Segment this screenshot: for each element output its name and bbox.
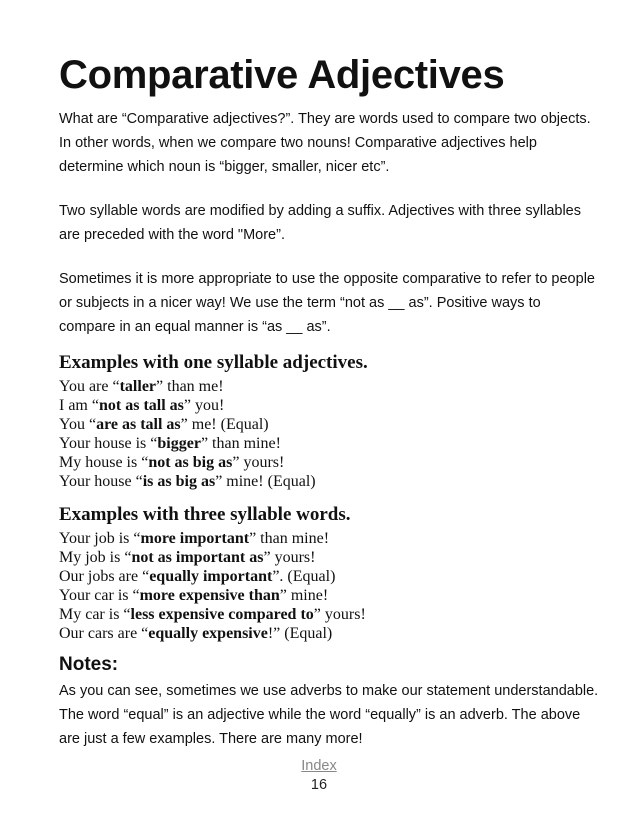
example-line xyxy=(59,415,599,434)
intro-paragraph-1: What are “Comparative adjectives?”. They are words used to compare two objects. In other words, when we compare two nouns! Comparative adjectives help determine which noun is “bigger, smaller, nicer etc”. xyxy=(59,111,591,175)
example-line xyxy=(59,586,599,605)
example-line xyxy=(59,605,599,624)
example-keyword: not as important as xyxy=(131,549,264,566)
section-heading-three-syllable: Examples with three syllable words. xyxy=(59,504,351,525)
notes-heading: Notes: xyxy=(59,654,119,675)
example-text: !” (Equal) xyxy=(267,625,333,642)
paragraph-spacer xyxy=(59,179,599,199)
example-line xyxy=(59,396,599,415)
intro-paragraph-2: Two syllable words are modified by adding a suffix. Adjectives with three syllables are preceded with the word "More”. xyxy=(59,203,581,243)
example-text: My car is “ xyxy=(59,606,131,623)
example-line xyxy=(59,453,599,472)
example-keyword: equally expensive xyxy=(148,625,268,642)
example-keyword: is as big as xyxy=(142,473,216,490)
example-text: You are “ xyxy=(59,378,120,395)
example-list-three-syllable xyxy=(59,529,599,643)
example-text: Your house is “ xyxy=(59,435,158,452)
example-line xyxy=(59,548,599,567)
example-text: ” than me! xyxy=(156,378,224,395)
example-text: My job is “ xyxy=(59,549,132,566)
example-text: ” mine! (Equal) xyxy=(215,473,316,490)
example-line xyxy=(59,377,599,396)
example-list-one-syllable xyxy=(59,377,599,491)
section-heading-one-syllable: Examples with one syllable adjectives. xyxy=(59,352,368,373)
example-text: ” mine! xyxy=(279,587,329,604)
example-line xyxy=(59,529,599,548)
example-text: I am “ xyxy=(59,397,99,414)
paragraph-spacer xyxy=(59,247,599,267)
page-number: 16 xyxy=(310,777,328,793)
example-text: ” yours! xyxy=(263,549,316,566)
example-keyword: more important xyxy=(140,530,250,547)
example-text: Your job is “ xyxy=(59,530,141,547)
example-keyword: more expensive than xyxy=(139,587,280,604)
example-text: ” me! (Equal) xyxy=(180,416,269,433)
example-text: ”. (Equal) xyxy=(272,568,336,585)
example-line xyxy=(59,472,599,491)
page-footer xyxy=(0,757,638,795)
example-text: My house is “ xyxy=(59,454,149,471)
example-text: ” than mine! xyxy=(249,530,330,547)
example-text: Our jobs are “ xyxy=(59,568,150,585)
example-text: ” you! xyxy=(183,397,225,414)
example-text: ” yours! xyxy=(313,606,366,623)
example-text: ” than mine! xyxy=(200,435,281,452)
example-text: Your house “ xyxy=(59,473,143,490)
example-text: You “ xyxy=(59,416,97,433)
example-keyword: not as tall as xyxy=(98,397,184,414)
intro-paragraph-3: Sometimes it is more appropriate to use the opposite comparative to refer to people or subjects in a nicer way! We use the term “not as __ as”. Positive ways to compare in an equal manner is “as __ as”. xyxy=(59,271,595,335)
example-keyword: equally important xyxy=(149,568,273,585)
example-text: ” yours! xyxy=(232,454,285,471)
example-line xyxy=(59,624,599,643)
page-title: Comparative Adjectives xyxy=(59,53,505,97)
example-keyword: are as tall as xyxy=(96,416,181,433)
example-text: Your car is “ xyxy=(59,587,140,604)
example-keyword: not as big as xyxy=(148,454,233,471)
example-keyword: less expensive compared to xyxy=(130,606,314,623)
example-line xyxy=(59,434,599,453)
notes-paragraph: As you can see, sometimes we use adverbs to make our statement understandable. The word “equal” is an adjective while the word “equally” is an adverb. The above are just a few examples. There are many more! xyxy=(59,683,599,747)
example-line xyxy=(59,567,599,586)
example-keyword: bigger xyxy=(157,435,201,452)
page-content xyxy=(59,50,599,751)
example-keyword: taller xyxy=(119,378,157,395)
index-link[interactable]: Index xyxy=(301,758,337,774)
example-text: Our cars are “ xyxy=(59,625,149,642)
